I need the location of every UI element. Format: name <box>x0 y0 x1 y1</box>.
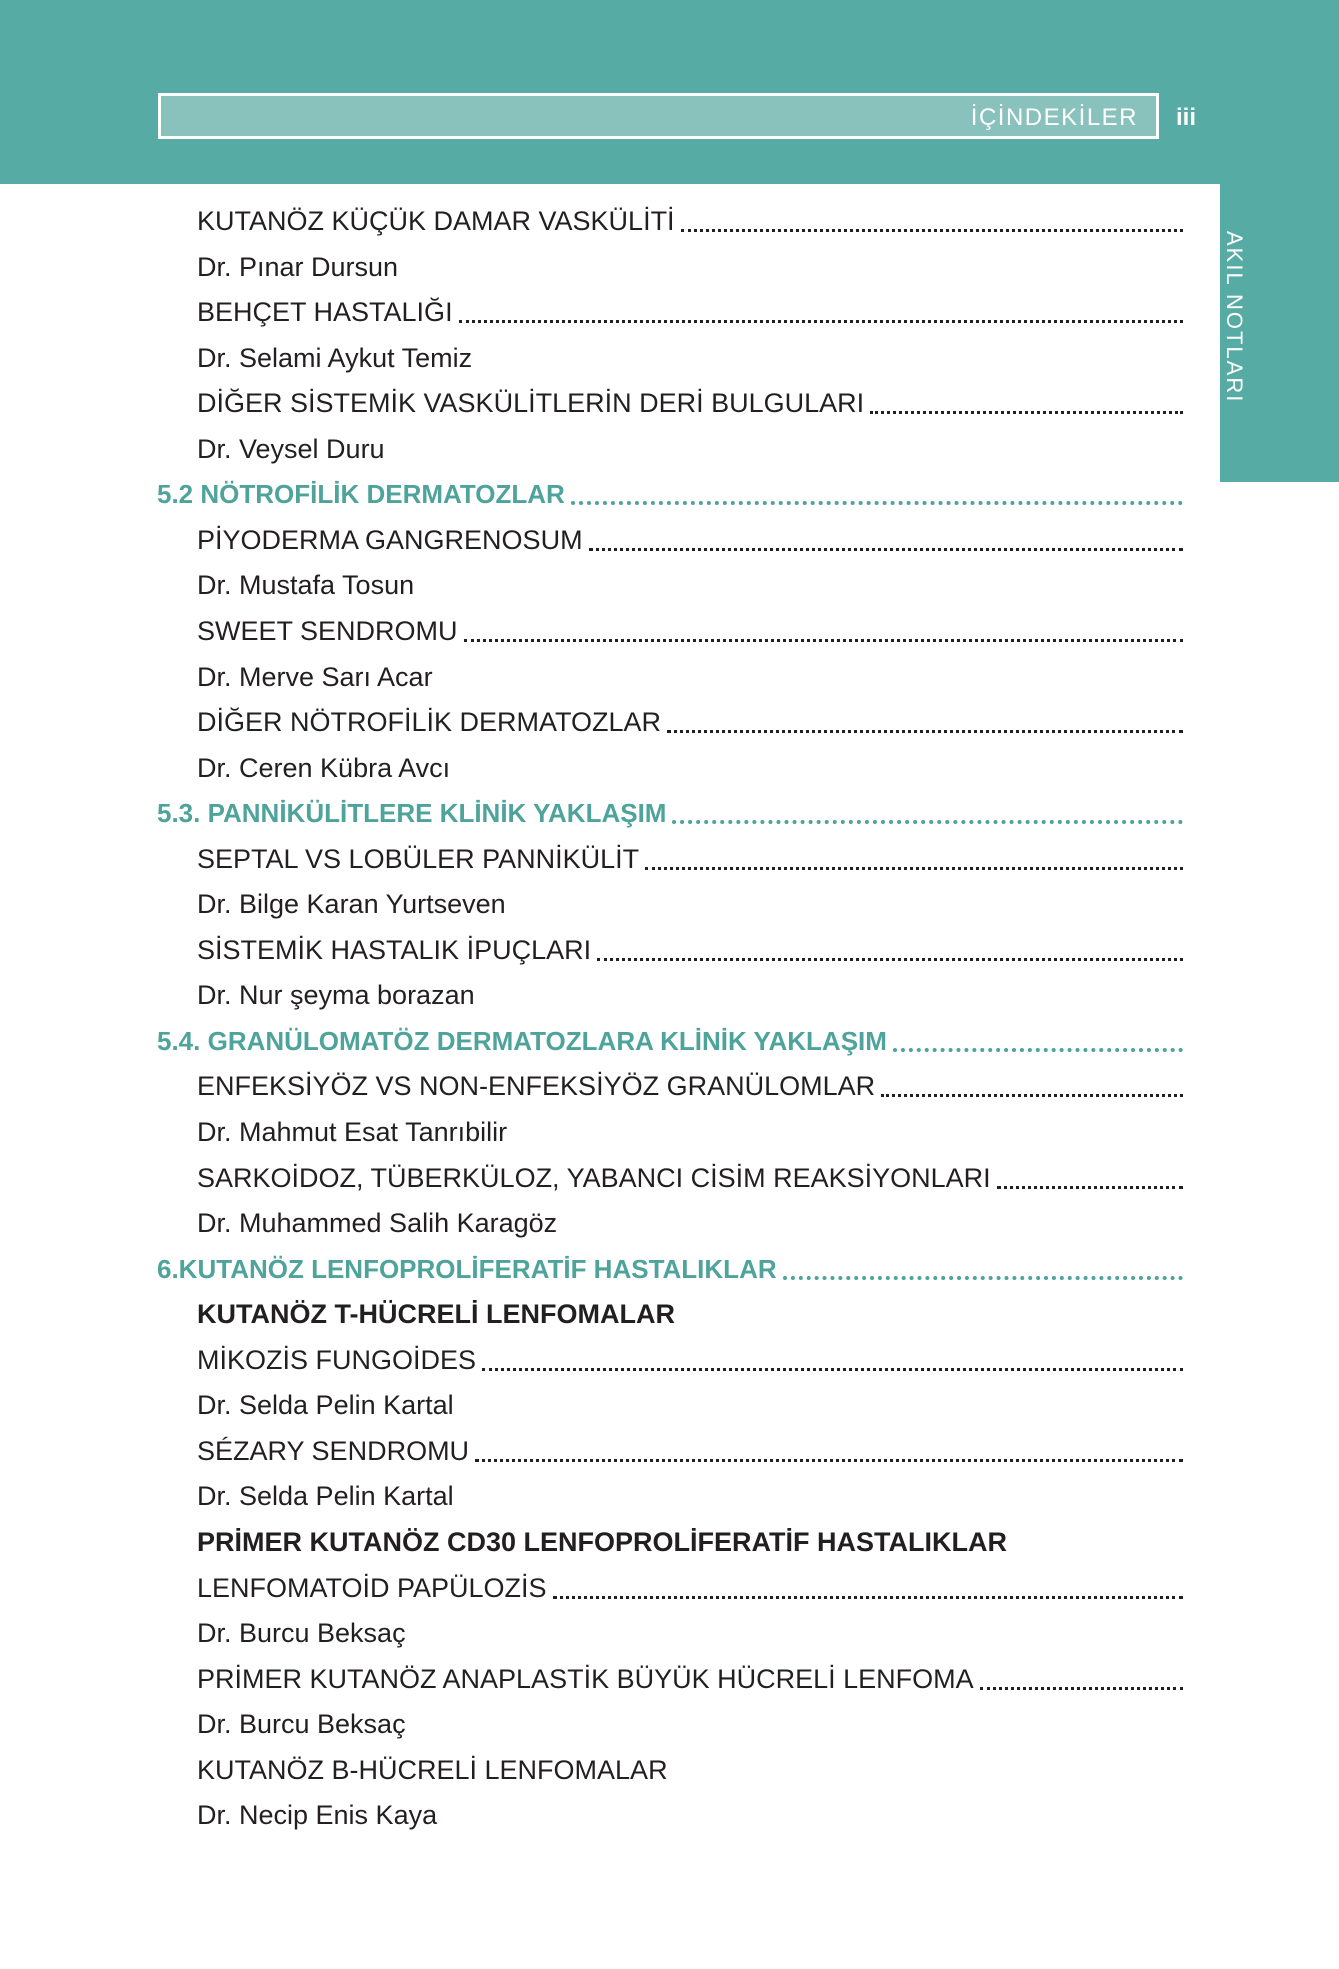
dot-leader <box>475 1458 1183 1462</box>
dot-leader <box>571 500 1183 505</box>
toc-entry-text: PRİMER KUTANÖZ ANAPLASTİK BÜYÜK HÜCRELİ LENFOMA <box>197 1663 974 1694</box>
toc-entry-text: SÉZARY SENDROMU <box>197 1435 470 1466</box>
toc-subheading <box>197 1289 1183 1335</box>
dot-leader <box>482 1367 1183 1371</box>
toc-entry <box>197 378 1183 424</box>
toc-author-text: Dr. Burcu Beksaç <box>197 1618 406 1649</box>
dot-leader <box>645 866 1183 870</box>
toc-section <box>157 1016 1183 1062</box>
dot-leader <box>589 547 1183 551</box>
toc-entry <box>197 606 1183 652</box>
toc-section-text: 5.2 NÖTROFİLİK DERMATOZLAR <box>157 479 565 510</box>
dot-leader <box>597 957 1183 961</box>
page-number: iii <box>1176 104 1197 131</box>
toc-author-text: Dr. Pınar Dursun <box>197 251 399 282</box>
toc-subheading-text: PRİMER KUTANÖZ CD30 LENFOPROLİFERATİF HASTALIKLAR <box>197 1526 1007 1557</box>
toc-author-text: Dr. Selda Pelin Kartal <box>197 1390 454 1421</box>
toc-entry <box>197 1335 1183 1381</box>
toc-author <box>197 652 1183 698</box>
dot-leader <box>881 1093 1183 1097</box>
toc-author-text: Dr. Bilge Karan Yurtseven <box>197 889 506 920</box>
toc-section <box>157 1244 1183 1290</box>
toc-author <box>197 1198 1183 1244</box>
toc-entry <box>197 1563 1183 1609</box>
toc-author <box>197 1699 1183 1745</box>
dot-leader <box>783 1275 1183 1280</box>
toc-subheading <box>197 1517 1183 1563</box>
toc-section-text: 5.3. PANNİKÜLİTLERE KLİNİK YAKLAŞIM <box>157 798 667 829</box>
toc-author <box>197 879 1183 925</box>
toc-entry-text: ENFEKSİYÖZ VS NON-ENFEKSİYÖZ GRANÜLOMLAR <box>197 1071 876 1102</box>
toc-author-text: Dr. Selda Pelin Kartal <box>197 1481 454 1512</box>
dot-leader <box>997 1185 1183 1189</box>
header-band <box>0 0 1339 184</box>
toc-entry <box>197 1153 1183 1199</box>
toc-entry <box>197 697 1183 743</box>
toc-entry-text: PİYODERMA GANGRENOSUM <box>197 524 583 555</box>
dot-leader <box>459 319 1183 323</box>
toc-author-text: Dr. Muhammed Salih Karagöz <box>197 1208 558 1239</box>
toc-entry <box>197 196 1183 242</box>
toc-subheading-text: KUTANÖZ T-HÜCRELİ LENFOMALAR <box>197 1299 675 1330</box>
toc-author <box>197 1471 1183 1517</box>
toc-author <box>197 560 1183 606</box>
toc-entry <box>197 1745 1183 1791</box>
toc-entry-text: LENFOMATOİD PAPÜLOZİS <box>197 1572 547 1603</box>
toc-entry-text: DİĞER NÖTROFİLİK DERMATOZLAR <box>197 707 662 738</box>
toc-entry-text: KUTANÖZ KÜÇÜK DAMAR VASKÜLİTİ <box>197 206 675 236</box>
toc-entry <box>197 1061 1183 1107</box>
toc-section-text: 5.4. GRANÜLOMATÖZ DERMATOZLARA KLİNİK YAKLAŞIM <box>157 1025 887 1056</box>
toc-section <box>157 788 1183 834</box>
toc-author <box>197 242 1183 288</box>
dot-leader <box>893 1047 1183 1052</box>
toc-author-text: Dr. Mustafa Tosun <box>197 570 415 601</box>
toc-entry <box>197 1654 1183 1700</box>
toc-author <box>197 1107 1183 1153</box>
toc-entry-text: BEHÇET HASTALIĞI <box>197 297 453 328</box>
toc-author <box>197 333 1183 379</box>
toc-entry <box>197 287 1183 333</box>
dot-leader <box>553 1595 1183 1599</box>
toc-author <box>197 1790 1183 1836</box>
toc-author-text: Dr. Necip Enis Kaya <box>197 1800 438 1831</box>
toc-author-text: Dr. Ceren Kübra Avcı <box>197 752 451 783</box>
toc-author <box>197 1380 1183 1426</box>
header-title: İÇİNDEKİLER <box>970 104 1138 131</box>
toc-entry <box>197 834 1183 880</box>
toc-entry-text: KUTANÖZ B-HÜCRELİ LENFOMALAR <box>197 1754 668 1785</box>
toc-entry-text: SEPTAL VS LOBÜLER PANNİKÜLİT <box>197 843 640 874</box>
toc-entry-text: DİĞER SİSTEMİK VASKÜLİTLERİN DERİ BULGULARI <box>197 388 865 419</box>
toc-author-text: Dr. Nur şeyma borazan <box>197 980 475 1011</box>
toc-author-text: Dr. Selami Aykut Temiz <box>197 342 473 373</box>
dot-leader <box>464 638 1183 642</box>
toc-author <box>197 743 1183 789</box>
toc-entry <box>197 1426 1183 1472</box>
dot-leader <box>870 410 1183 414</box>
toc-author <box>197 970 1183 1016</box>
toc-entry-text: MİKOZİS FUNGOİDES <box>197 1344 477 1375</box>
dot-leader <box>681 228 1183 232</box>
toc-entry-text: SARKOİDOZ, TÜBERKÜLOZ, YABANCI CİSİM REAKSİYONLARI <box>197 1162 991 1193</box>
toc-author <box>197 1608 1183 1654</box>
toc-section-text: 6.KUTANÖZ LENFOPROLİFERATİF HASTALIKLAR <box>157 1253 777 1284</box>
toc-section <box>157 469 1183 515</box>
toc-author-text: Dr. Burcu Beksaç <box>197 1709 406 1740</box>
toc-author-text: Dr. Mahmut Esat Tanrıbilir <box>197 1117 508 1147</box>
toc-author-text: Dr. Veysel Duru <box>197 433 385 464</box>
toc-entry <box>197 515 1183 561</box>
dot-leader <box>667 729 1183 733</box>
toc-entry <box>197 925 1183 971</box>
toc-author <box>197 424 1183 470</box>
dot-leader <box>980 1686 1183 1690</box>
dot-leader <box>672 819 1183 824</box>
toc-entry-text: SWEET SENDROMU <box>197 615 458 646</box>
side-tab-label: AKIL NOTLARI <box>1222 231 1247 404</box>
header-title-box <box>158 93 1159 139</box>
toc-author-text: Dr. Merve Sarı Acar <box>197 661 433 692</box>
toc-entry-text: SİSTEMİK HASTALIK İPUÇLARI <box>197 934 592 965</box>
